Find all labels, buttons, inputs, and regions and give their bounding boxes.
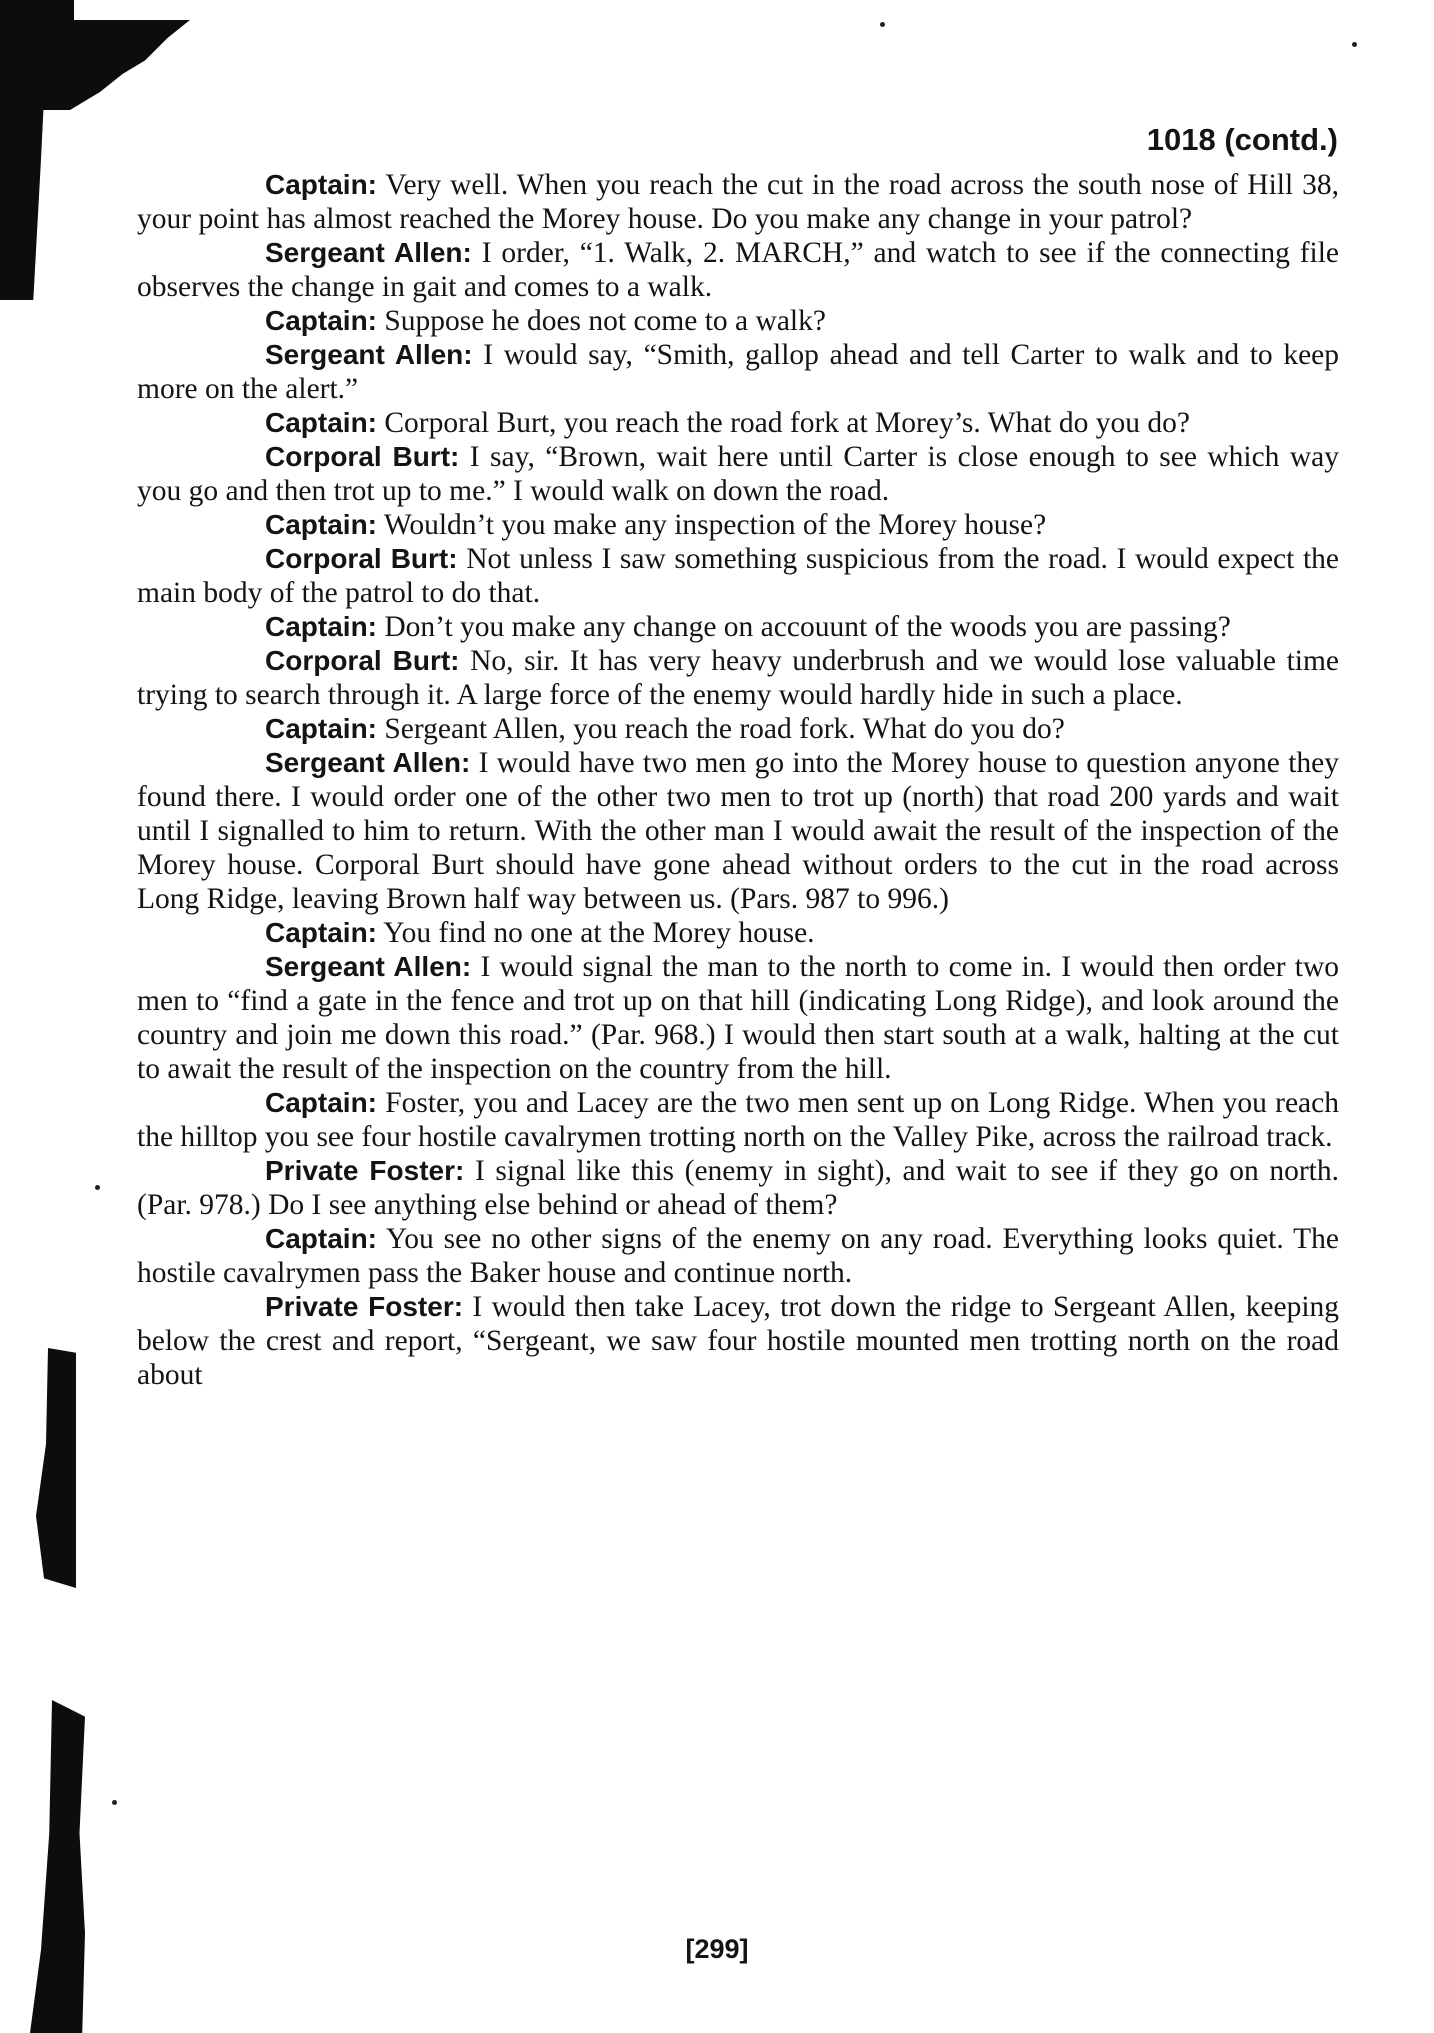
speaker-label: Sergeant Allen: [265,747,471,778]
dialogue-text: I would say, “Smith, gallop ahead and tell Carter to walk and to keep more on the alert.” [137,339,1340,405]
speaker-label: Sergeant Allen: [265,237,472,268]
dialogue-paragraph [137,1086,1339,1154]
scan-speck [95,1185,100,1190]
dialogue-text: I say, “Brown, wait here until Carter is close enough to see which way you go and then trot up to me.” I would walk on down the road. [137,441,1339,507]
dialogue-text: Don’t you make any change on accouunt of the woods you are passing? [384,611,1231,643]
speaker-label: Corporal Burt: [265,543,458,574]
scan-artifact-bottom [30,1700,85,2033]
speaker-label: Sergeant Allen: [265,339,473,370]
speaker-label: Captain: [265,305,377,336]
dialogue-paragraph [137,168,1339,236]
speaker-label: Captain: [265,407,377,438]
dialogue-text: Suppose he does not come to a walk? [384,305,826,337]
dialogue-text: Not unless I saw something suspicious from the road. I would expect the main body of the patrol to do that. [137,543,1339,609]
dialogue-text: I order, “1. Walk, 2. MARCH,” and watch to see if the connecting file observes the change in gait and comes to a walk. [137,237,1340,303]
scan-speck [112,1800,117,1805]
speaker-label: Sergeant Allen: [265,951,472,982]
dialogue-text: Wouldn’t you make any inspection of the Morey house? [383,509,1047,541]
speaker-label: Captain: [265,611,377,642]
dialogue-paragraph [137,1290,1339,1392]
dialogue-text: Foster, you and Lacey are the two men sent up on Long Ridge. When you reach the hilltop you see four hostile cavalrymen trotting north on the Valley Pike, across the railroad track. [137,1087,1339,1153]
dialogue-body [137,168,1339,1392]
dialogue-paragraph [137,644,1339,712]
dialogue-paragraph [137,1222,1339,1290]
speaker-label: Private Foster: [265,1155,465,1186]
dialogue-paragraph [137,236,1339,304]
dialogue-paragraph [137,712,1339,746]
speaker-label: Corporal Burt: [265,645,460,676]
dialogue-paragraph [137,406,1339,440]
page-number: [299] [685,1934,749,1964]
dialogue-text: I signal like this (enemy in sight), and wait to see if they go on north. (Par. 978.) Do I see anything else behind or ahead of them? [137,1155,1339,1221]
dialogue-text: I would have two men go into the Morey house to question anyone they found there. I would order one of the other two men to trot up (north) that road 200 yards and wait until I signalled to him to return. With the other man I would await the result of the inspection of the Morey house. Corporal Burt should have gone ahead without orders to the cut in the road across Long Ridge, leaving Brown half way between us. (Pars. 987 to 996.) [137,747,1340,915]
dialogue-paragraph [137,440,1339,508]
dialogue-text: I would signal the man to the north to come in. I would then order two men to “find a gate in the fence and trot up on that hill (indicating Long Ridge), and look around the country and join me down this road.” (Par. 968.) I would then start south at a walk, halting at the cut to await the result of the inspection on the country from the hill. [137,951,1339,1085]
dialogue-text: Corporal Burt, you reach the road fork at Morey’s. What do you do? [384,407,1190,439]
scan-speck [880,22,885,27]
dialogue-paragraph [137,950,1339,1086]
dialogue-paragraph [137,610,1339,644]
dialogue-paragraph [137,1154,1339,1222]
dialogue-paragraph [137,338,1339,406]
dialogue-paragraph [137,508,1339,542]
scan-speck [1352,42,1357,47]
speaker-label: Captain: [265,169,377,200]
scan-artifact-blot [40,20,190,110]
dialogue-text: Sergeant Allen, you reach the road fork. What do you do? [384,713,1065,745]
dialogue-paragraph [137,916,1339,950]
dialogue-paragraph [137,542,1339,610]
dialogue-text: No, sir. It has very heavy underbrush and we would lose valuable time trying to search through it. A large force of the enemy would hardly hide in such a place. [137,645,1339,711]
speaker-label: Captain: [265,509,377,540]
dialogue-text: Very well. When you reach the cut in the road across the south nose of Hill 38, your point has almost reached the Morey house. Do you make any change in your patrol? [137,169,1339,235]
dialogue-paragraph [137,746,1339,916]
speaker-label: Captain: [265,1223,377,1254]
speaker-label: Captain: [265,713,377,744]
speaker-label: Private Foster: [265,1291,464,1322]
speaker-label: Captain: [265,1087,377,1118]
speaker-label: Corporal Burt: [265,441,460,472]
dialogue-text: You see no other signs of the enemy on any road. Everything looks quiet. The hostile cavalrymen pass the Baker house and continue north. [137,1223,1339,1289]
scan-artifact-middle [36,1348,76,1588]
speaker-label: Captain: [265,917,377,948]
dialogue-paragraph [137,304,1339,338]
dialogue-text: I would then take Lacey, trot down the ridge to Sergeant Allen, keeping below the crest and report, “Sergeant, we saw four hostile mounted men trotting north on the road about [137,1291,1340,1391]
section-header: 1018 (contd.) [1146,122,1338,157]
dialogue-text: You find no one at the Morey house. [383,917,815,949]
